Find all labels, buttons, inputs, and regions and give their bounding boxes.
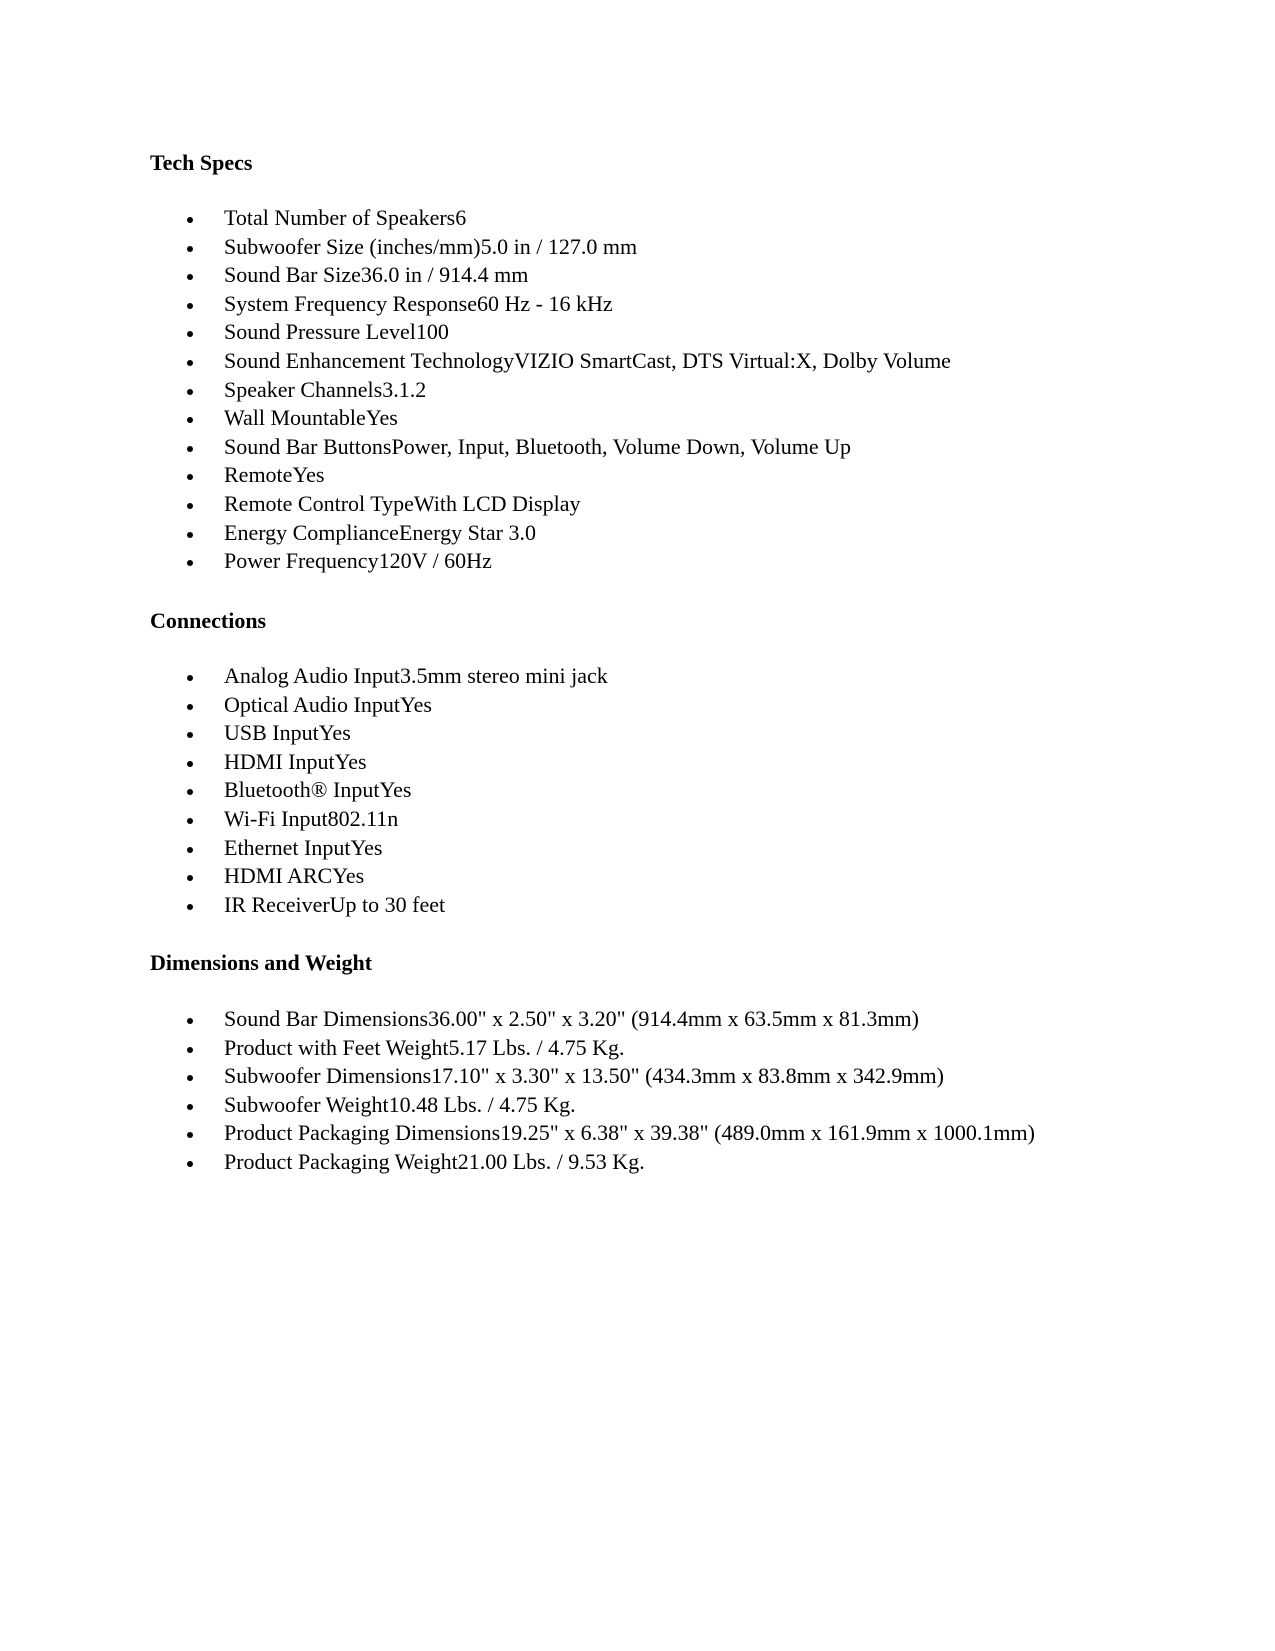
- spec-item: [150, 748, 1070, 777]
- spec-value: 36.0 in / 914.4 mm: [360, 262, 529, 288]
- spec-item: [150, 1148, 1070, 1177]
- spec-value: 10.48 Lbs. / 4.75 Kg.: [388, 1091, 576, 1117]
- spec-value: 17.10" x 3.30" x 13.50" (434.3mm x 83.8mm x 342.9mm): [431, 1063, 944, 1089]
- spec-value: Yes: [350, 834, 383, 860]
- spec-name: Power Frequency: [224, 548, 379, 574]
- bullet-icon: [187, 904, 193, 910]
- spec-value: VIZIO SmartCast, DTS Virtual:X, Dolby Volume: [514, 347, 951, 373]
- spec-item: [150, 834, 1070, 863]
- bullet-icon: [187, 1104, 193, 1110]
- spec-value: 3.5mm stereo mini jack: [400, 663, 608, 688]
- spec-value: 6: [455, 205, 467, 230]
- spec-value: Yes: [318, 720, 351, 746]
- spec-item: [150, 204, 1070, 233]
- spec-name: System Frequency Response: [224, 290, 477, 316]
- bullet-icon: [187, 474, 193, 480]
- spec-item: [150, 776, 1070, 805]
- bullet-icon: [187, 389, 193, 395]
- spec-item: [150, 891, 1070, 920]
- spec-item: [150, 519, 1070, 548]
- spec-value: 100: [415, 319, 449, 345]
- spec-value: Yes: [292, 462, 325, 488]
- spec-item: [150, 433, 1070, 462]
- bullet-icon: [187, 360, 193, 366]
- bullet-icon: [187, 1132, 193, 1138]
- section-dimensions-and-weight: [150, 950, 1070, 1174]
- spec-item: [150, 662, 1070, 691]
- spec-value: 802.11n: [327, 805, 399, 831]
- section-heading: Connections: [150, 608, 267, 633]
- spec-item: [150, 1091, 1070, 1120]
- bullet-icon: [187, 331, 193, 337]
- spec-item: [150, 1062, 1070, 1091]
- spec-item: [150, 347, 1070, 376]
- spec-name: Analog Audio Input: [224, 663, 400, 688]
- bullet-icon: [187, 847, 193, 853]
- spec-item: [150, 290, 1070, 319]
- spec-item: [150, 1119, 1050, 1148]
- spec-name: Product with Feet Weight: [224, 1034, 449, 1060]
- spec-value: Yes: [334, 748, 367, 774]
- spec-name: Speaker Channels: [224, 376, 383, 402]
- spec-name: Optical Audio Input: [224, 691, 400, 717]
- spec-value: 5.17 Lbs. / 4.75 Kg.: [448, 1034, 625, 1060]
- spec-name: Sound Pressure Level: [224, 319, 416, 345]
- spec-name: Subwoofer Weight: [224, 1091, 389, 1117]
- spec-name: Sound Enhancement Technology: [224, 347, 515, 373]
- bullet-icon: [187, 446, 193, 452]
- spec-value: Up to 30 feet: [329, 891, 446, 917]
- bullet-icon: [187, 417, 193, 423]
- spec-item: [150, 490, 1070, 519]
- bullet-icon: [187, 246, 193, 252]
- spec-name: Sound Bar Buttons: [224, 433, 392, 459]
- spec-item: [150, 376, 1070, 405]
- bullet-icon: [187, 1161, 193, 1167]
- spec-item: [150, 547, 1070, 576]
- spec-value: Yes: [332, 863, 365, 889]
- spec-value: With LCD Display: [413, 490, 581, 516]
- spec-name: Energy Compliance: [224, 519, 399, 545]
- spec-item: [150, 1034, 1070, 1063]
- spec-value: 36.00" x 2.50" x 3.20" (914.4mm x 63.5mm x 81.3mm): [428, 1006, 919, 1031]
- bullet-icon: [187, 818, 193, 824]
- spec-item: [150, 1005, 1070, 1034]
- spec-item: [150, 461, 1070, 490]
- spec-name: Sound Bar Dimensions: [224, 1006, 429, 1031]
- spec-item: [150, 404, 1070, 433]
- spec-name: Bluetooth® Input: [224, 777, 380, 803]
- section-connections: [150, 608, 1070, 917]
- spec-name: Remote Control Type: [224, 490, 414, 516]
- spec-value: 120V / 60Hz: [378, 548, 492, 574]
- spec-name: Total Number of Speakers: [224, 205, 456, 230]
- spec-list: [150, 662, 1070, 919]
- spec-value: Yes: [379, 777, 412, 803]
- spec-item: [150, 691, 1070, 720]
- spec-value: Power, Input, Bluetooth, Volume Down, Volume Up: [391, 433, 851, 459]
- bullet-icon: [187, 1047, 193, 1053]
- bullet-icon: [187, 675, 193, 681]
- spec-name: Product Packaging Weight: [224, 1148, 458, 1174]
- spec-name: Product Packaging Dimensions: [224, 1120, 501, 1146]
- bullet-icon: [187, 732, 193, 738]
- bullet-icon: [187, 503, 193, 509]
- spec-item: [150, 719, 1070, 748]
- spec-list: [150, 204, 1070, 576]
- spec-item: [150, 233, 1070, 262]
- spec-name: Wall Mountable: [224, 405, 366, 431]
- bullet-icon: [187, 875, 193, 881]
- spec-value: 60 Hz - 16 kHz: [476, 290, 613, 316]
- section-heading: Dimensions and Weight: [150, 950, 373, 975]
- bullet-icon: [187, 217, 193, 223]
- bullet-icon: [187, 704, 193, 710]
- bullet-icon: [187, 789, 193, 795]
- spec-name: Sound Bar Size: [224, 262, 361, 288]
- spec-name: HDMI ARC: [224, 863, 333, 889]
- spec-list: [150, 1005, 1070, 1177]
- spec-value: 19.25" x 6.38" x 39.38" (489.0mm x 161.9mm x 1000.1mm): [500, 1120, 1035, 1146]
- spec-value: 5.0 in / 127.0 mm: [480, 233, 638, 259]
- spec-name: Subwoofer Size (inches/mm): [224, 233, 481, 259]
- spec-name: Remote: [224, 462, 293, 488]
- bullet-icon: [187, 274, 193, 280]
- spec-name: IR Receiver: [224, 891, 330, 917]
- bullet-icon: [187, 1018, 193, 1024]
- spec-name: Subwoofer Dimensions: [224, 1063, 432, 1089]
- spec-value: 21.00 Lbs. / 9.53 Kg.: [457, 1148, 645, 1174]
- spec-item: [150, 261, 1070, 290]
- spec-name: USB Input: [224, 720, 319, 746]
- bullet-icon: [187, 532, 193, 538]
- spec-name: Ethernet Input: [224, 834, 351, 860]
- spec-name: Wi-Fi Input: [224, 805, 328, 831]
- spec-item: [150, 805, 1070, 834]
- bullet-icon: [187, 303, 193, 309]
- bullet-icon: [187, 1075, 193, 1081]
- section-heading: Tech Specs: [150, 150, 253, 175]
- spec-value: Yes: [365, 405, 398, 431]
- spec-value: Yes: [399, 691, 432, 717]
- spec-item: [150, 318, 1070, 347]
- bullet-icon: [187, 761, 193, 767]
- spec-name: HDMI Input: [224, 748, 335, 774]
- spec-value: Energy Star 3.0: [398, 519, 537, 545]
- bullet-icon: [187, 560, 193, 566]
- spec-item: [150, 862, 1070, 891]
- section-tech-specs: [150, 150, 1070, 574]
- spec-value: 3.1.2: [382, 376, 427, 402]
